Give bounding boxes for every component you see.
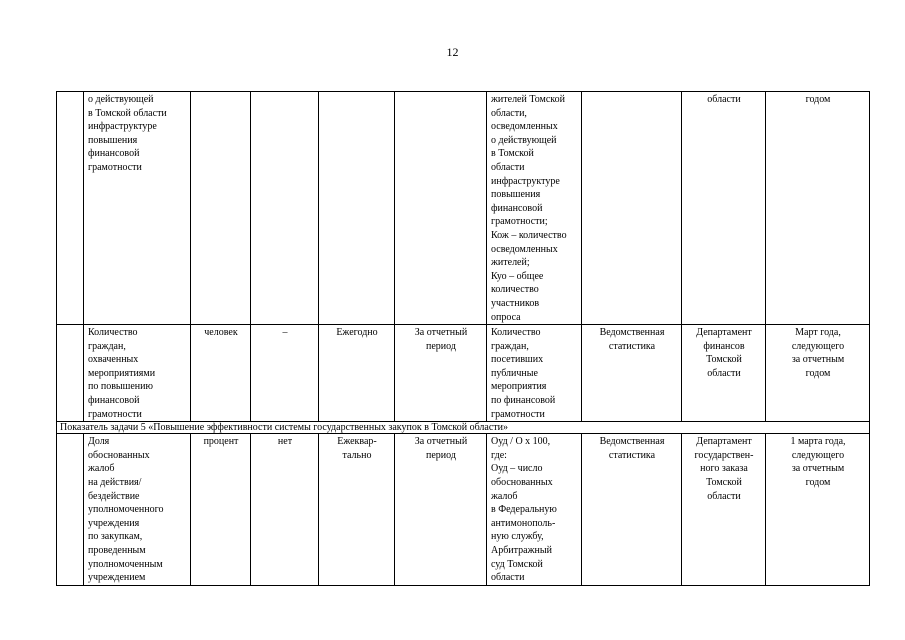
deadline-cell: Март года, следующего за отчетным годом	[766, 325, 870, 422]
time-characteristic-cell: За отчетный период	[395, 325, 487, 422]
time-characteristic-cell: За отчетный период	[395, 434, 487, 586]
unit-cell: человек	[191, 325, 251, 422]
section-header-row	[57, 422, 870, 434]
base-value-cell: нет	[251, 434, 319, 586]
section-header-cell: Показатель задачи 5 «Повышение эффективности системы государственных закупок в Томской области»	[57, 422, 870, 434]
deadline-cell: годом	[766, 92, 870, 325]
deadline-cell: 1 марта года, следующего за отчетным годом	[766, 434, 870, 586]
periodicity-cell: Ежегодно	[319, 325, 395, 422]
data-source-cell: Ведомственная статистика	[582, 434, 682, 586]
row-number-cell	[57, 434, 84, 586]
data-source-cell: Ведомственная статистика	[582, 325, 682, 422]
indicators-table	[56, 91, 870, 586]
table-row	[57, 325, 870, 422]
indicator-name-cell: о действующей в Томской области инфраструктуре повышения финансовой грамотности	[84, 92, 191, 325]
responsible-cell: Департамент финансов Томской области	[682, 325, 766, 422]
responsible-cell: Департамент государствен- ного заказа Томской области	[682, 434, 766, 586]
calculation-method-cell: Количество граждан, посетивших публичные мероприятия по финансовой грамотности	[487, 325, 582, 422]
base-value-cell: –	[251, 325, 319, 422]
data-source-cell	[582, 92, 682, 325]
responsible-cell: области	[682, 92, 766, 325]
table-row	[57, 92, 870, 325]
periodicity-cell	[319, 92, 395, 325]
calculation-method-cell: жителей Томской области, осведомленных о действующей в Томской области инфраструктуре повышения финансовой грамотности; Кож – количество осведомленных жителей; Куо – общее количество участников опроса	[487, 92, 582, 325]
periodicity-cell: Ежеквар- тально	[319, 434, 395, 586]
page-number: 12	[446, 45, 459, 59]
indicator-name-cell: Количество граждан, охваченных мероприятиями по повышению финансовой грамотности	[84, 325, 191, 422]
base-value-cell	[251, 92, 319, 325]
unit-cell: процент	[191, 434, 251, 586]
indicator-name-cell: Доля обоснованных жалоб на действия/ бездействие уполномоченного учреждения по закупкам, проведенным уполномоченным учреждением	[84, 434, 191, 586]
table-row	[57, 434, 870, 586]
unit-cell	[191, 92, 251, 325]
row-number-cell	[57, 325, 84, 422]
row-number-cell	[57, 92, 84, 325]
time-characteristic-cell	[395, 92, 487, 325]
calculation-method-cell: Оуд / О х 100, где: Оуд – число обоснованных жалоб в Федеральную антимонополь- ную службу, Арбитражный суд Томской области	[487, 434, 582, 586]
